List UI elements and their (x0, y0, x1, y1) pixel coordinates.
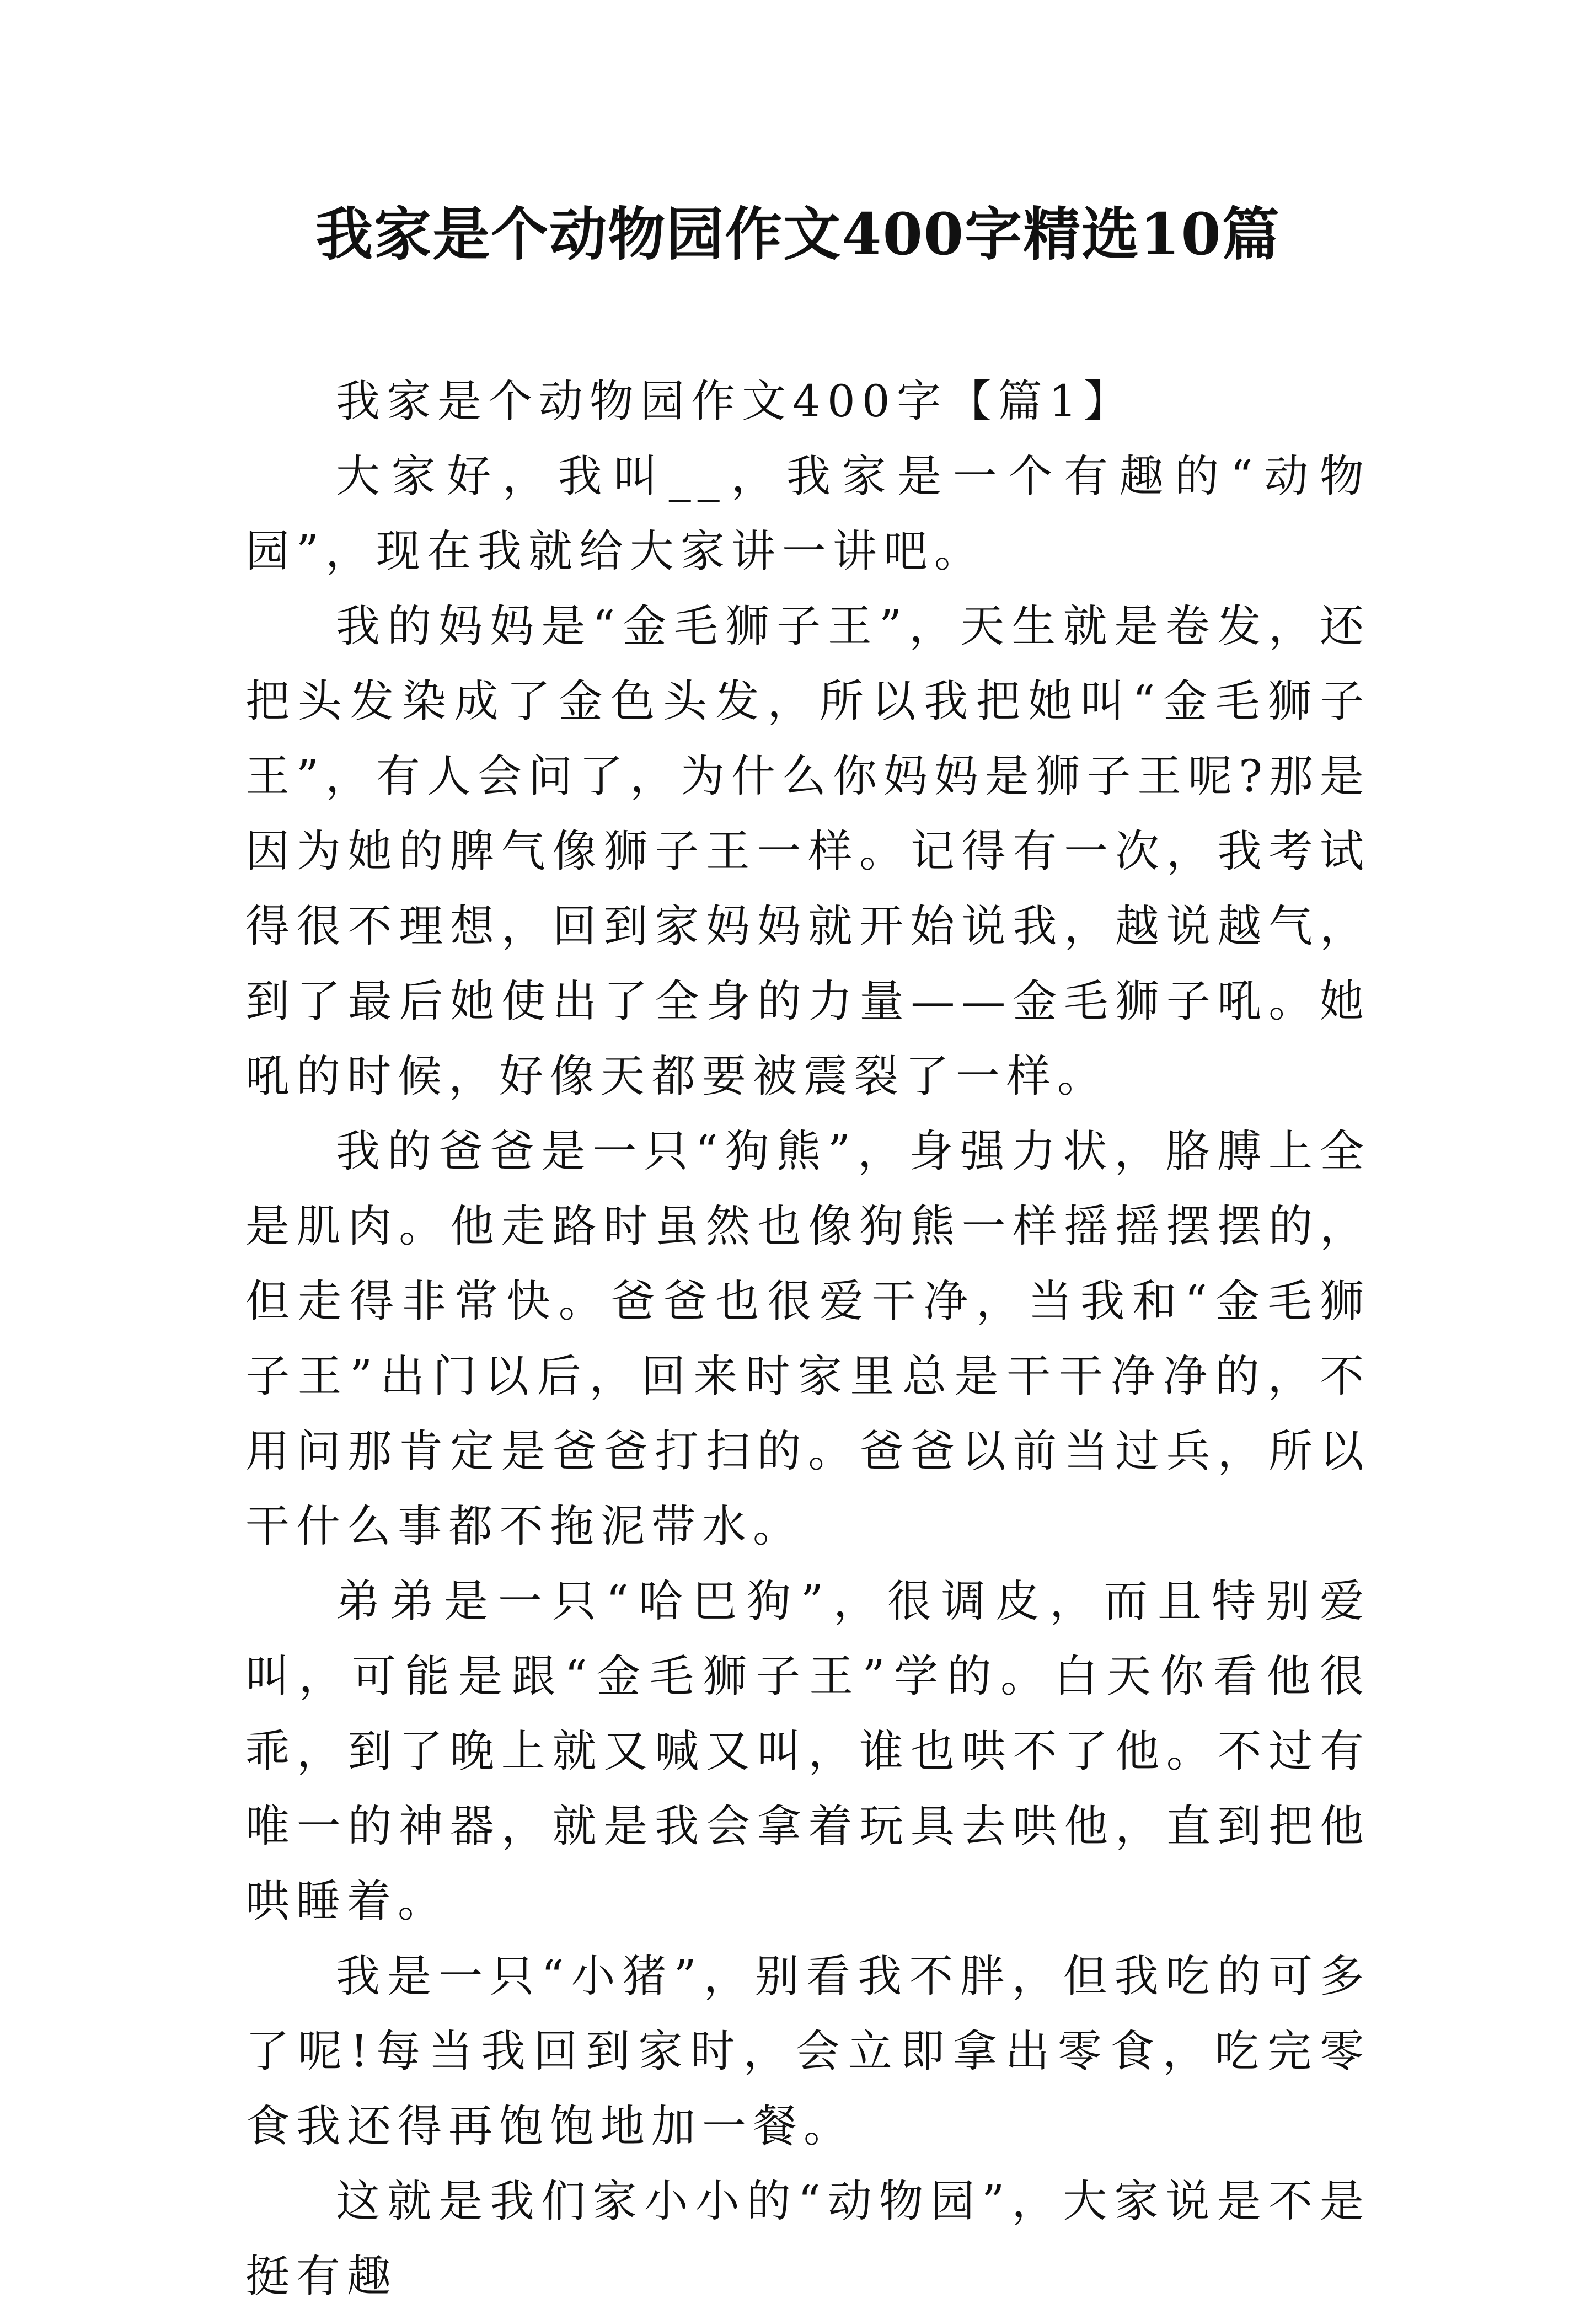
document-body (245, 364, 1370, 2314)
document-title: 我家是个动物园作文400字精选10篇 (315, 200, 1281, 268)
paragraph-closing: 这就是我们家小小的“动物园”，大家说是不是挺有趣 (245, 2176, 1370, 2302)
paragraph-self: 我是一只“小猪”，别看我不胖，但我吃的可多了呢!每当我回到家时，会立即拿出零食，吃完零食我还得再饱饱地加一餐。 (245, 1951, 1370, 2152)
section-heading: 我家是个动物园作文400字【篇1】 (336, 376, 1134, 427)
paragraph-brother: 弟弟是一只“哈巴狗”，很调皮，而且特别爱叫，可能是跟“金毛狮子王”学的。白天你看他很乖，到了晚上就又喊又叫，谁也哄不了他。不过有唯一的神器，就是我会拿着玩具去哄他，直到把他哄睡着。 (245, 1576, 1370, 1927)
paragraph-mother: 我的妈妈是“金毛狮子王”，天生就是卷发，还把头发染成了金色头发，所以我把她叫“金毛狮子王”，有人会问了，为什么你妈妈是狮子王呢?那是因为她的脾气像狮子王一样。记得有一次，我考试得很不理想，回到家妈妈就开始说我，越说越气，到了最后她使出了全身的力量——金毛狮子吼。她吼的时候，好像天都要被震裂了一样。 (245, 601, 1370, 1102)
paragraph-father: 我的爸爸是一只“狗熊”，身强力状，胳膊上全是肌肉。他走路时虽然也像狗熊一样摇摇摆摆的，但走得非常快。爸爸也很爱干净，当我和“金毛狮子王”出门以后，回来时家里总是干干净净的，不用问那肯定是爸爸打扫的。爸爸以前当过兵，所以干什么事都不拖泥带水。 (245, 1126, 1370, 1552)
paragraph-intro: 大家好，我叫__，我家是一个有趣的“动物园”，现在我就给大家讲一讲吧。 (245, 451, 1370, 577)
